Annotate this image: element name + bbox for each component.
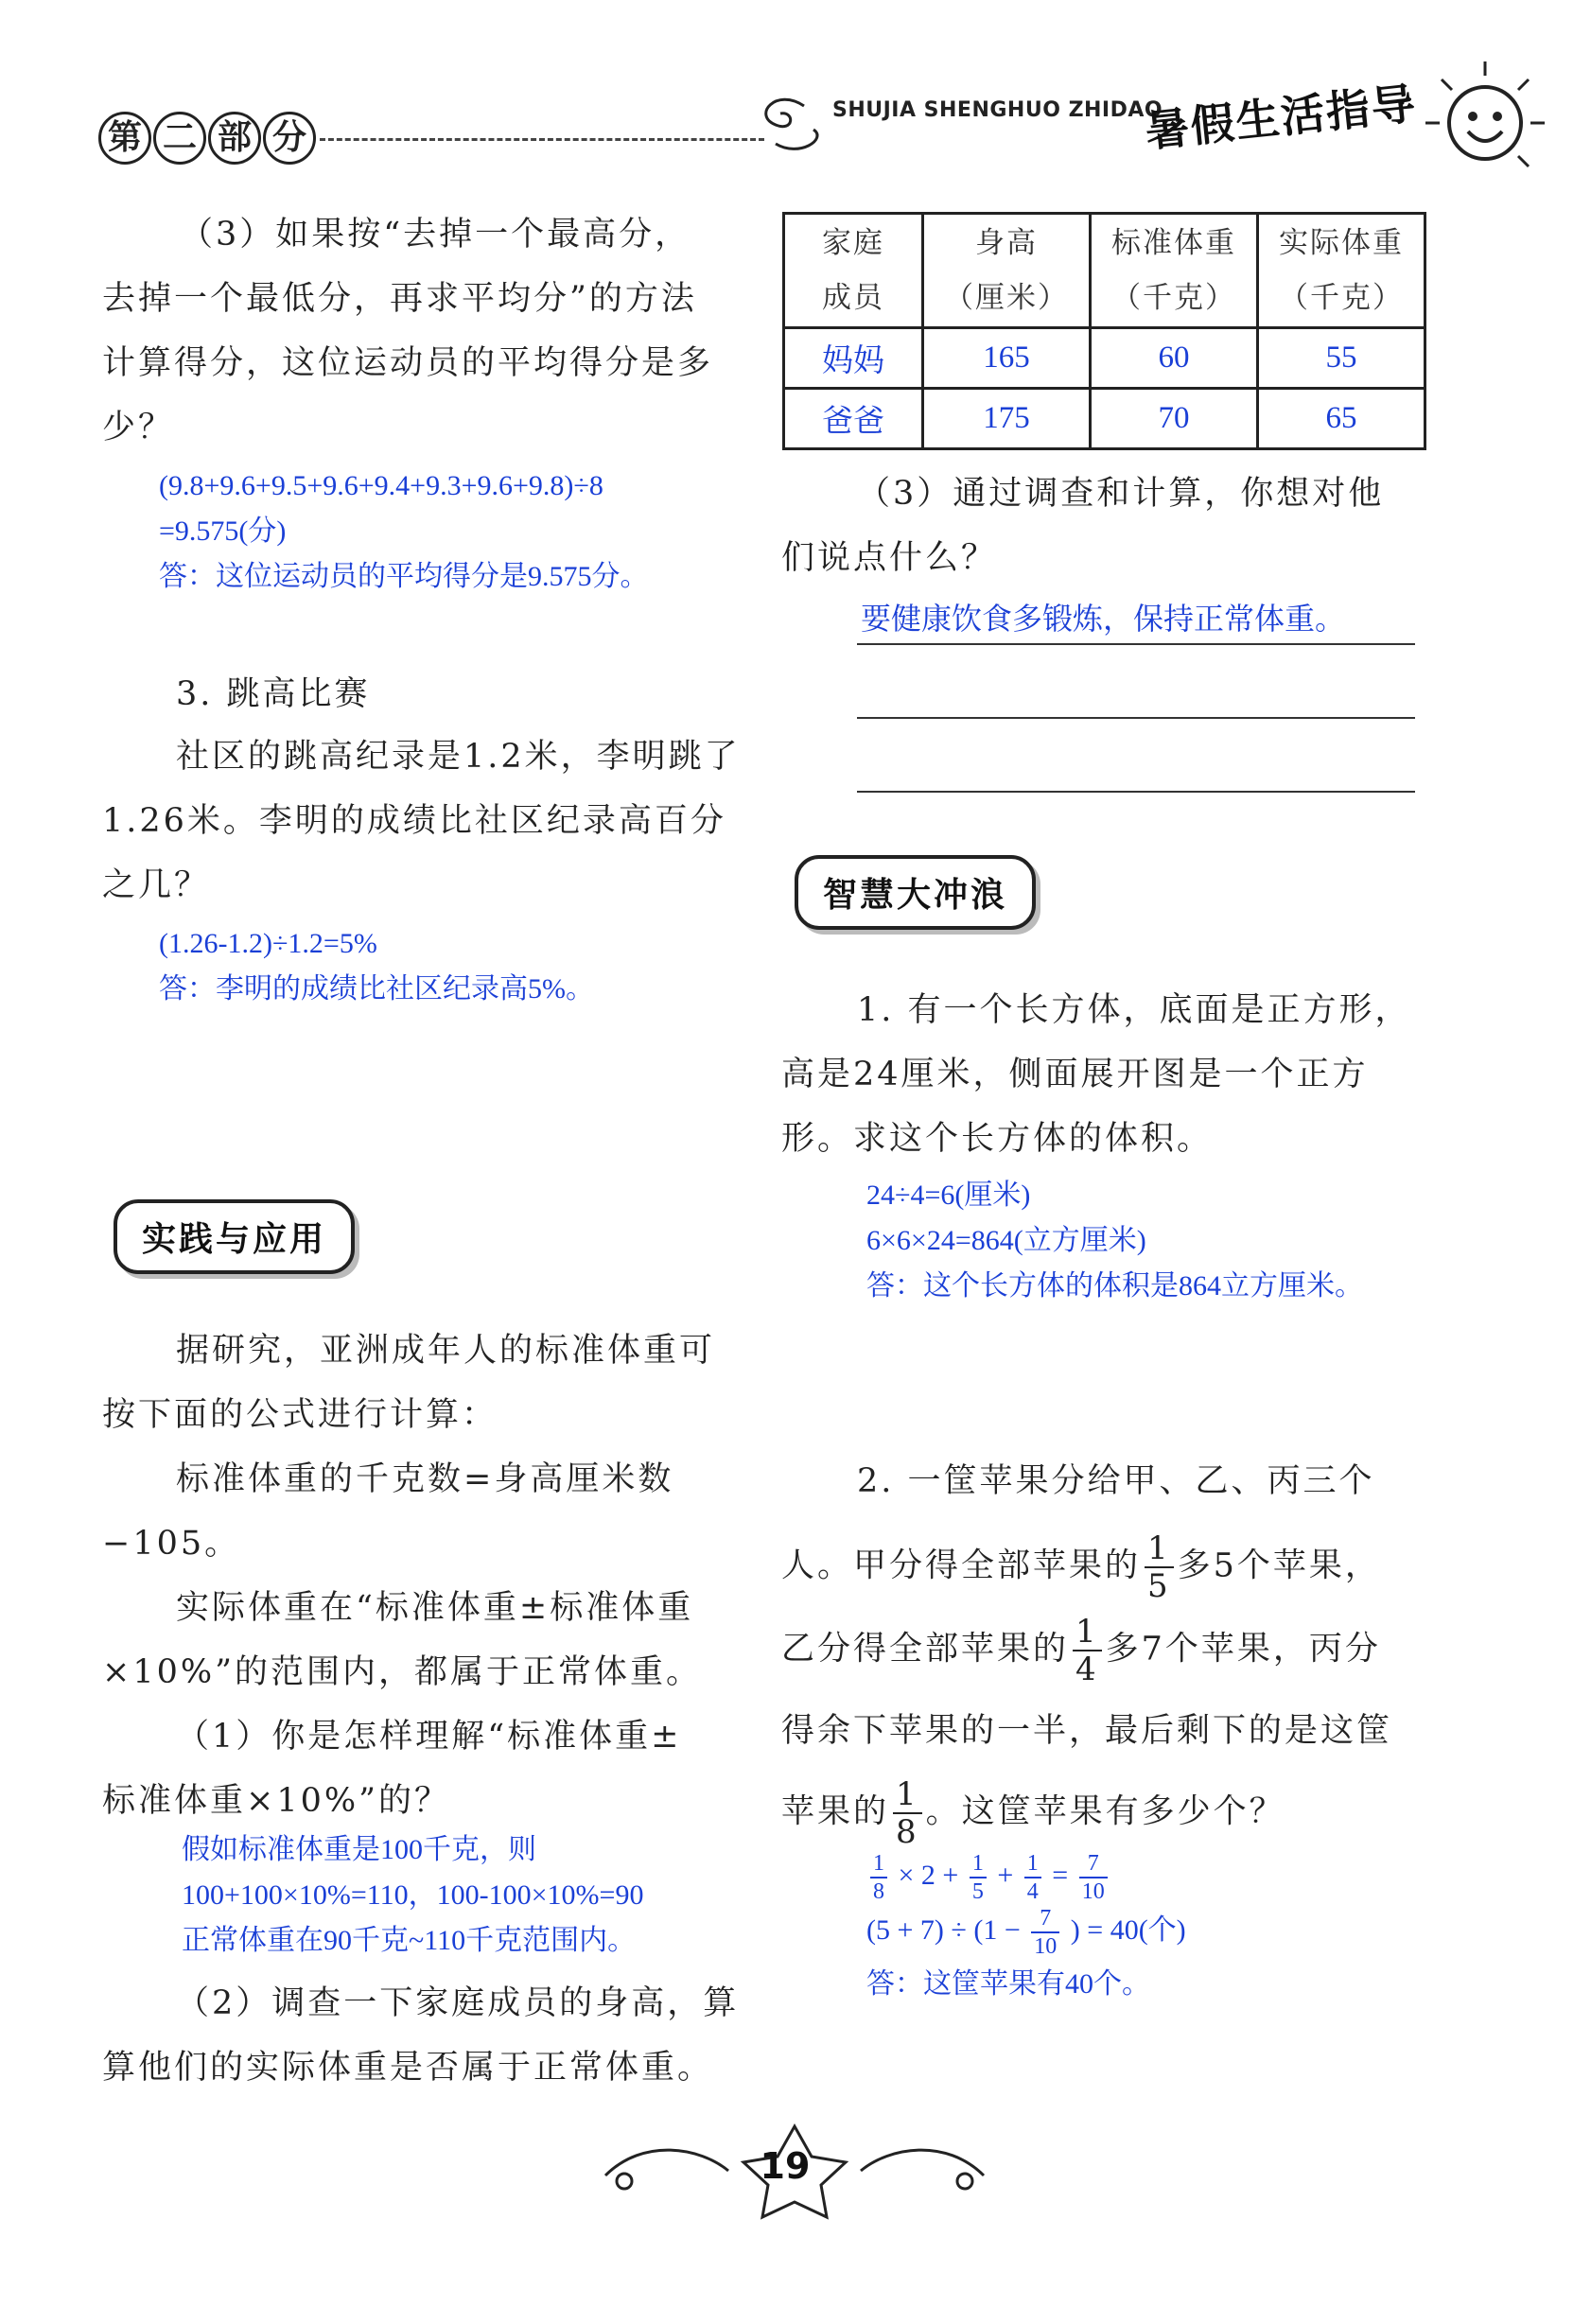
question-text: 形。求这个长方体的体积。 xyxy=(781,1120,1214,1158)
question-text: （1）你是怎样理解“标准体重± xyxy=(176,1718,682,1756)
section-badge-wisdom: 智慧大冲浪 xyxy=(795,855,1036,930)
table-cell: 60 xyxy=(1091,328,1258,389)
answer-text: 正常体重在90千克~110千克范围内。 xyxy=(182,1925,637,1956)
section-badge-practice: 实践与应用 xyxy=(114,1199,355,1274)
answer-text: 答：这个长方体的体积是864立方厘米。 xyxy=(866,1270,1363,1302)
question-text: 少？ xyxy=(102,409,175,446)
question-text: 1.26米。李明的成绩比社区纪录高百分 xyxy=(102,802,726,840)
question-text: 标准体重×10%”的？ xyxy=(102,1782,451,1820)
fraction: $\frac{7}{10}$ xyxy=(1079,1852,1108,1903)
section-char: 第 xyxy=(98,112,151,165)
question-text: 高是24厘米，侧面展开图是一个正方 xyxy=(781,1056,1369,1093)
swirl-ornament-icon xyxy=(747,87,832,163)
answer-text: 6×6×24=864(立方厘米) xyxy=(866,1225,1146,1256)
smiling-sun-icon xyxy=(1419,52,1551,184)
question-text: 标准体重的千克数=身高厘米数 xyxy=(176,1460,674,1498)
table-header-cell: 身高 （厘米） xyxy=(923,214,1091,328)
question-text: 得余下苹果的一半，最后剩下的是这筐 xyxy=(781,1712,1393,1750)
section-char: 二 xyxy=(153,112,206,165)
question-text: （2）调查一下家庭成员的身高，算 xyxy=(176,1984,740,2022)
fraction: $\frac{1}{4}$ xyxy=(1073,1616,1102,1686)
answer-text: 答：这位运动员的平均得分是9.575分。 xyxy=(159,561,649,592)
answer-text: 答：李明的成绩比社区纪录高5%。 xyxy=(159,973,594,1005)
question-text: （3）如果按“去掉一个最高分， xyxy=(180,216,691,253)
answer-equation: $\frac{1}{8}$ × 2 + $\frac{1}{5}$ + $\frac{1}{4}$ = $\frac{7}{10}$ xyxy=(866,1852,1111,1903)
section-char: 部 xyxy=(208,112,261,165)
fraction: $\frac{1}{8}$ xyxy=(893,1778,922,1848)
table-cell: 175 xyxy=(923,389,1091,449)
header-pinyin: SHUJIA SHENGHUO ZHIDAO xyxy=(832,98,1163,122)
table-cell: 65 xyxy=(1258,389,1425,449)
section-char: 分 xyxy=(263,112,316,165)
question-text: 去掉一个最低分，再求平均分”的方法 xyxy=(102,280,697,318)
question-text: 乙分得全部苹果的 $\frac{1}{4}$ 多7个苹果，丙分 xyxy=(781,1613,1381,1688)
table-cell: 爸爸 xyxy=(784,389,923,449)
table-cell: 妈妈 xyxy=(784,328,923,389)
question-text: 1. 有一个长方体，底面是正方形， xyxy=(857,991,1411,1029)
fraction: $\frac{1}{4}$ xyxy=(1024,1852,1041,1903)
question-text: 苹果的 $\frac{1}{8}$ 。这筐苹果有多少个？ xyxy=(781,1775,1285,1851)
question-text: 们说点什么？ xyxy=(781,539,998,577)
table-row xyxy=(784,328,1425,389)
body-weight-table xyxy=(782,212,1426,450)
answer-text: 答：这筐苹果有40个。 xyxy=(866,1968,1150,2000)
question-text: 之几？ xyxy=(102,866,211,904)
section-label xyxy=(98,112,318,165)
question-title: 3. 跳高比赛 xyxy=(176,675,371,713)
question-text: （3）通过调查和计算，你想对他 xyxy=(857,475,1385,513)
table-cell: 55 xyxy=(1258,328,1425,389)
fraction: $\frac{1}{8}$ xyxy=(870,1852,887,1903)
answer-text: 假如标准体重是100千克，则 xyxy=(182,1834,536,1865)
fraction: $\frac{1}{5}$ xyxy=(1145,1532,1174,1602)
answer-line xyxy=(857,717,1415,719)
fraction: $\frac{7}{10}$ xyxy=(1031,1907,1059,1958)
question-text: ×10%”的范围内，都属于正常体重。 xyxy=(102,1653,703,1691)
question-text: 人。甲分得全部苹果的 $\frac{1}{5}$ 多5个苹果， xyxy=(781,1529,1381,1605)
header-dashed-rule xyxy=(320,138,764,141)
table-header-cell: 实际体重 （千克） xyxy=(1258,214,1425,328)
table-header-cell: 家庭 成员 xyxy=(784,214,923,328)
answer-text: (9.8+9.6+9.5+9.6+9.4+9.3+9.6+9.8)÷8 xyxy=(159,470,603,501)
question-text: 算他们的实际体重是否属于正常体重。 xyxy=(102,2049,714,2087)
answer-text: 要健康饮食多锻炼，保持正常体重。 xyxy=(861,602,1346,636)
answer-line xyxy=(857,643,1415,645)
question-text: 社区的跳高纪录是1.2米，李明跳了 xyxy=(176,738,741,776)
table-cell: 70 xyxy=(1091,389,1258,449)
question-text: 据研究，亚洲成年人的标准体重可 xyxy=(176,1332,716,1370)
answer-text: (1.26-1.2)÷1.2=5% xyxy=(159,928,377,959)
fraction: $\frac{1}{5}$ xyxy=(970,1852,987,1903)
table-header-cell: 标准体重 （千克） xyxy=(1091,214,1258,328)
header-brand-logo: 暑假生活指导 xyxy=(1143,78,1420,157)
answer-text: 100+100×10%=110，100-100×10%=90 xyxy=(182,1879,644,1911)
question-text: −105。 xyxy=(102,1525,241,1563)
page-number: 19 xyxy=(760,2145,811,2187)
question-text: 计算得分，这位运动员的平均得分是多 xyxy=(102,344,714,382)
question-text: 2. 一筐苹果分给甲、乙、丙三个 xyxy=(857,1462,1375,1500)
answer-text: 24÷4=6(厘米) xyxy=(866,1179,1031,1211)
question-text: 按下面的公式进行计算： xyxy=(102,1396,498,1434)
answer-line xyxy=(857,791,1415,793)
question-text: 实际体重在“标准体重±标准体重 xyxy=(176,1589,694,1627)
answer-text: =9.575(分) xyxy=(159,515,287,547)
table-header-row xyxy=(784,214,1425,328)
table-cell: 165 xyxy=(923,328,1091,389)
answer-equation: (5 + 7) ÷ (1 − $\frac{7}{10}$ ) = 40(个) xyxy=(866,1906,1186,1959)
table-row xyxy=(784,389,1425,449)
